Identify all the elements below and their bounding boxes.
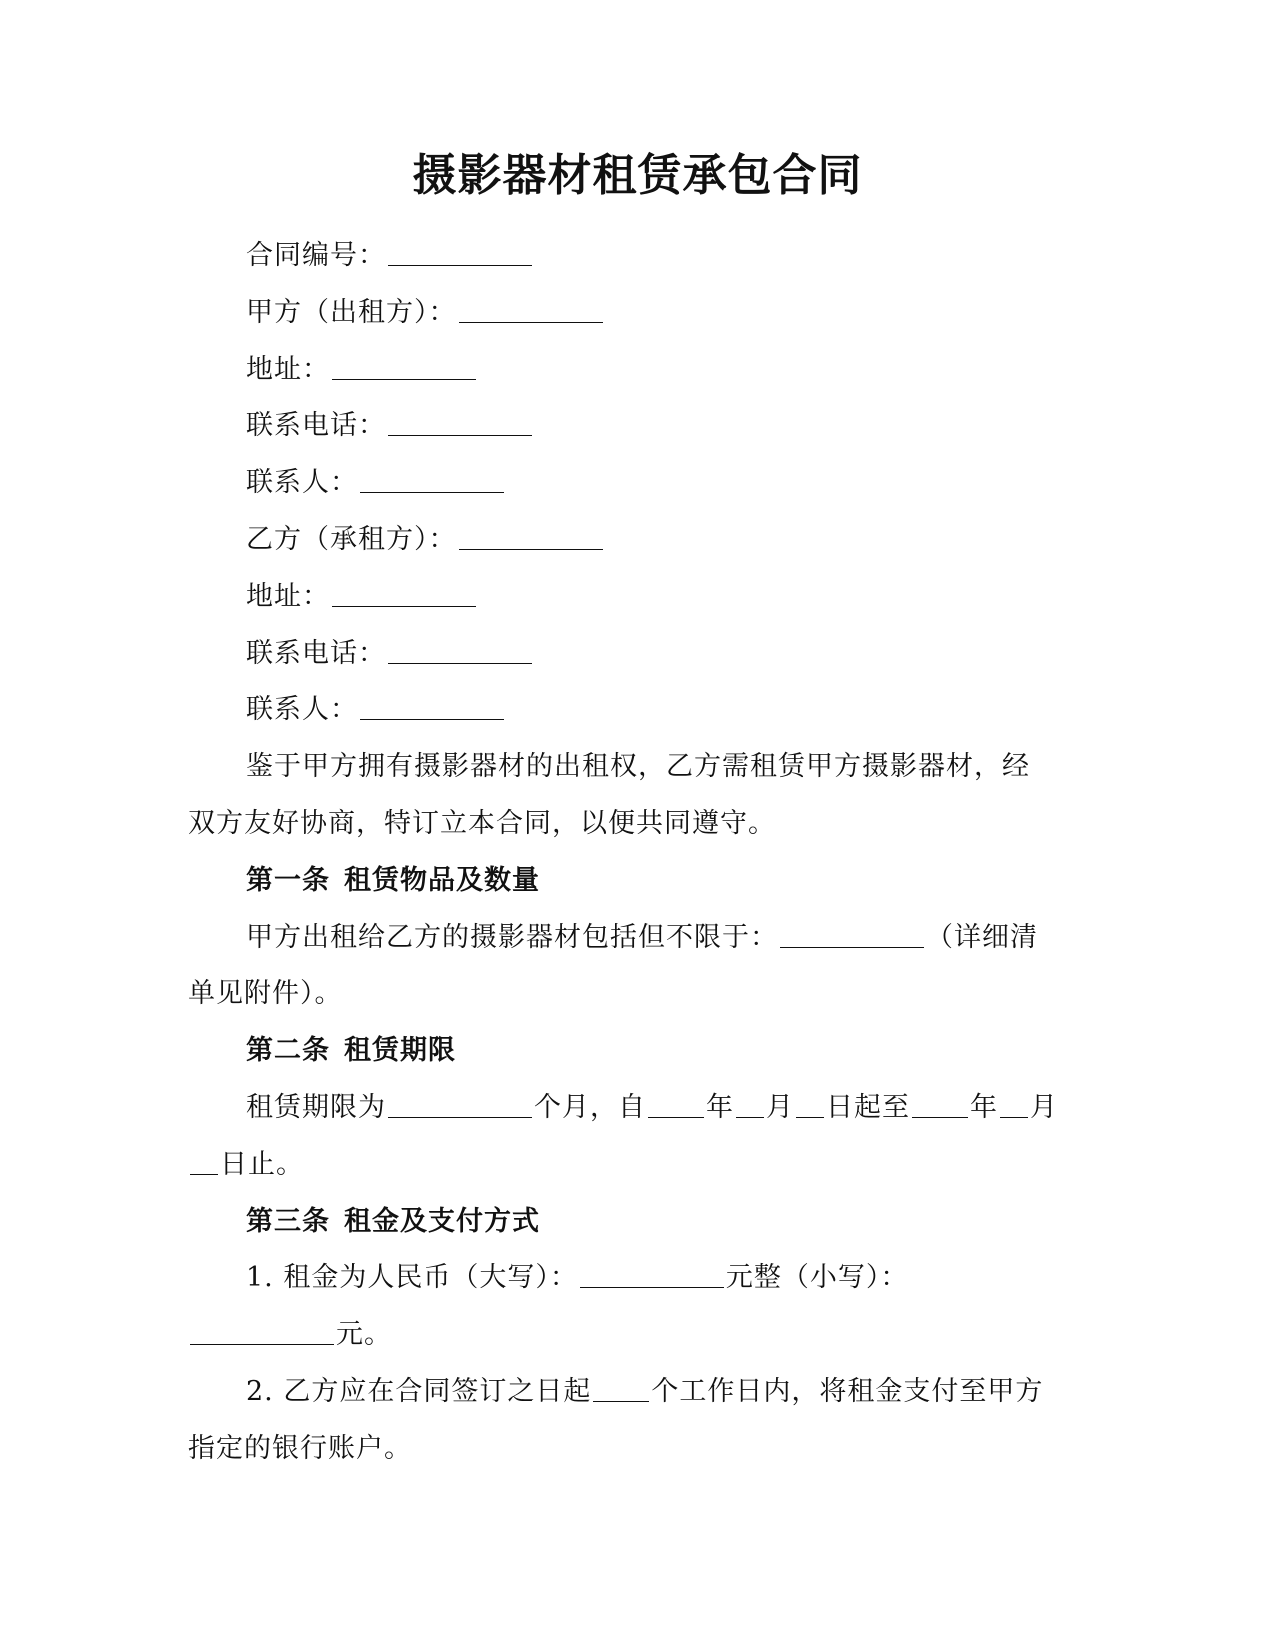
article-3-heading: [188, 1194, 1068, 1251]
article-2-title: 租赁期限: [344, 1035, 456, 1067]
blank-line: [459, 296, 603, 323]
blank-line: [388, 637, 532, 664]
blank-line: [1000, 1091, 1028, 1118]
article-3-item-2-line-2: 指定的银行账户。: [188, 1432, 412, 1464]
blank-line: [332, 580, 476, 607]
blank-line: [593, 1375, 649, 1402]
blank-line: [388, 239, 532, 266]
document-title: 摄影器材租赁承包合同: [412, 150, 863, 201]
article-1-text-after: （详细清: [926, 921, 1038, 953]
party-a-address-label: 地址：: [246, 353, 330, 385]
party-a-field: [188, 285, 1068, 342]
article-3-item-1-line-1: [188, 1250, 1068, 1307]
article-2-heading: [188, 1023, 1068, 1080]
blank-line: [190, 1318, 334, 1345]
article-1-title: 租赁物品及数量: [344, 864, 540, 896]
article-3-text: 个工作日内，将租金支付至甲方: [651, 1375, 1044, 1407]
article-1-line-1: [188, 910, 1068, 967]
contract-number-label: 合同编号：: [246, 240, 386, 271]
article-2-number: 第二条: [246, 1035, 330, 1067]
party-b-contact-label: 联系人：: [246, 694, 358, 726]
party-b-address-field: [188, 569, 1068, 626]
blank-line: [360, 693, 504, 720]
contract-number-field: [188, 228, 1068, 285]
article-3-title: 租金及支付方式: [344, 1205, 540, 1237]
article-2-text: 租赁期限为: [246, 1091, 386, 1123]
document-body: [188, 228, 1068, 1478]
blank-line: [780, 921, 924, 948]
article-3-text: 2. 乙方应在合同签订之日起: [246, 1375, 592, 1407]
blank-line: [388, 409, 532, 436]
blank-line: [912, 1091, 968, 1118]
blank-line: [360, 466, 504, 493]
party-a-contact-field: [188, 455, 1068, 512]
article-3-text: 1. 租金为人民币（大写）：: [246, 1262, 578, 1294]
party-a-address-field: [188, 342, 1068, 399]
article-2-text: 个月，自: [534, 1091, 646, 1123]
article-3-text: 元整（小写）：: [725, 1262, 909, 1294]
preamble-line-1: 鉴于甲方拥有摄影器材的出租权，乙方需租赁甲方摄影器材，经: [246, 751, 1030, 783]
party-b-phone-field: [188, 626, 1068, 683]
article-2-line-1: [188, 1080, 1068, 1137]
article-3-number: 第三条: [246, 1205, 330, 1237]
blank-line: [332, 353, 476, 380]
article-2-text: 月: [1030, 1091, 1058, 1123]
article-2-text: 日止。: [220, 1148, 304, 1180]
party-a-label: 甲方（出租方）：: [246, 296, 457, 328]
party-b-field: [188, 512, 1068, 569]
article-2-text: 日起至: [826, 1091, 910, 1123]
blank-line: [796, 1091, 824, 1118]
article-2-text: 年: [706, 1091, 734, 1123]
article-2-line-2: [188, 1137, 1068, 1194]
article-3-text: 元。: [336, 1319, 392, 1351]
blank-line: [736, 1091, 764, 1118]
blank-line: [459, 523, 603, 550]
article-3-item-2-line-1: [188, 1364, 1068, 1421]
party-b-label: 乙方（承租方）：: [246, 523, 457, 555]
article-2-text: 年: [970, 1091, 998, 1123]
article-1-number: 第一条: [246, 864, 330, 896]
blank-line: [580, 1261, 724, 1288]
party-b-contact-field: [188, 682, 1068, 739]
party-a-contact-label: 联系人：: [246, 467, 358, 499]
article-3-item-1-line-2: [188, 1307, 1068, 1364]
blank-line: [190, 1148, 218, 1175]
article-1-text: 甲方出租给乙方的摄影器材包括但不限于：: [246, 921, 778, 953]
preamble-line-2: 双方友好协商，特订立本合同，以便共同遵守。: [188, 807, 776, 839]
party-b-address-label: 地址：: [246, 580, 330, 612]
party-a-phone-label: 联系电话：: [246, 410, 386, 442]
blank-line: [648, 1091, 704, 1118]
blank-line: [388, 1091, 532, 1118]
article-1-heading: [188, 853, 1068, 910]
party-a-phone-field: [188, 398, 1068, 455]
article-1-line-2: 单见附件）。: [188, 978, 343, 1010]
party-b-phone-label: 联系电话：: [246, 637, 386, 669]
article-2-text: 月: [766, 1091, 794, 1123]
